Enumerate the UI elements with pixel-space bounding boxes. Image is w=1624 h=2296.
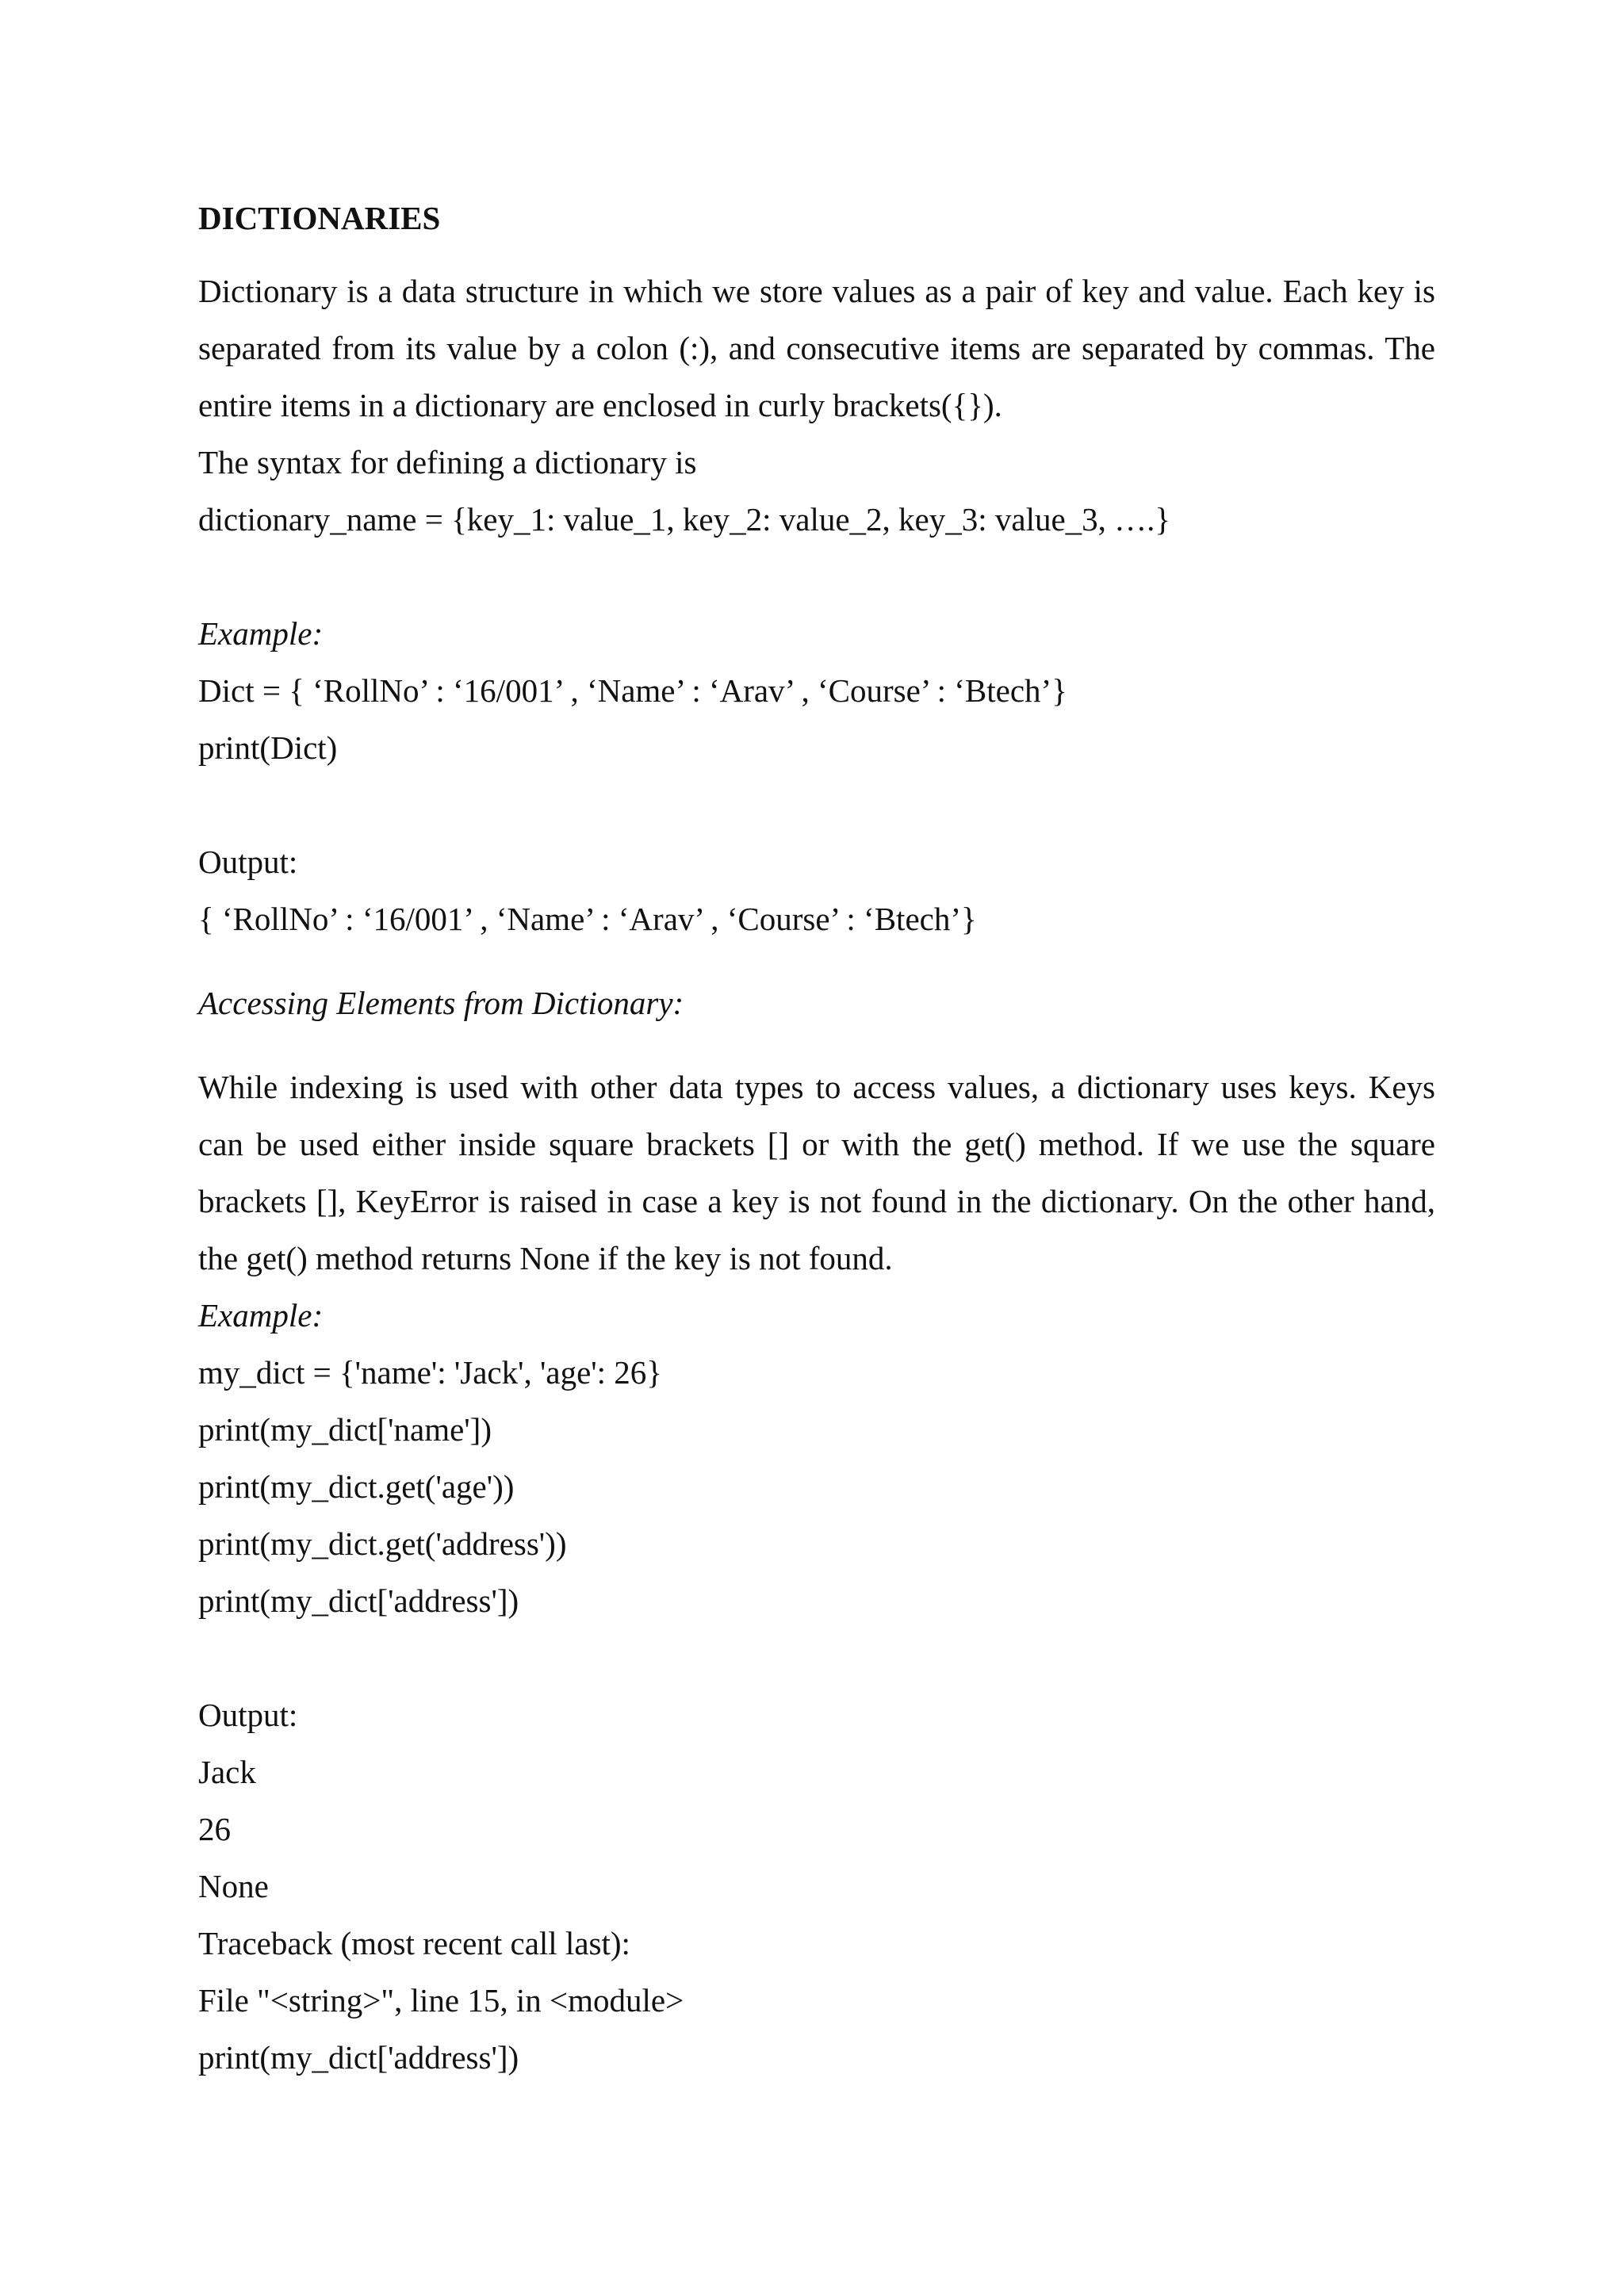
output-line: print(my_dict['address']) <box>198 2039 519 2076</box>
intro-line: Dictionary is a data structure in which we store values as a pair of key and value. Each key is <box>198 273 1435 309</box>
intro-paragraph <box>198 262 1435 434</box>
paragraph-line: brackets [], KeyError is raised in case a key is not found in the dictionary. On the other hand, <box>198 1183 1435 1219</box>
spacer <box>198 1031 1435 1058</box>
section-heading: Accessing Elements from Dictionary: <box>198 985 684 1021</box>
spacer <box>198 1629 1435 1686</box>
output-line: Jack <box>198 1754 256 1790</box>
syntax-line: dictionary_name = {key_1: value_1, key_2: value_2, key_3: value_3, ….} <box>198 501 1171 538</box>
output-line: 26 <box>198 1811 231 1847</box>
code-line: print(my_dict['address']) <box>198 1582 519 1619</box>
code-line: my_dict = {'name': 'Jack', 'age': 26} <box>198 1354 662 1391</box>
intro-line: separated from its value by a colon (:), and consecutive items are separated by commas. The <box>198 330 1435 366</box>
paragraph-line: the get() method returns None if the key is not found. <box>198 1240 893 1276</box>
output-line: File "<string>", line 15, in <module> <box>198 1982 684 2019</box>
document-content <box>198 194 1435 2086</box>
code-line: print(Dict) <box>198 729 338 766</box>
code-line: print(my_dict['name']) <box>198 1411 492 1448</box>
output-line: Traceback (most recent call last): <box>198 1925 630 1961</box>
code-line: print(my_dict.get('age')) <box>198 1468 515 1505</box>
output-line: { ‘RollNo’ : ‘16/001’ , ‘Name’ : ‘Arav’ , ‘Course’ : ‘Btech’} <box>198 901 977 937</box>
output-label: Output: <box>198 844 298 880</box>
paragraph-line: While indexing is used with other data types to access values, a dictionary uses keys. Keys <box>198 1069 1435 1105</box>
spacer <box>198 947 1435 974</box>
example-label: Example: <box>198 1297 324 1334</box>
output-line: None <box>198 1868 269 1904</box>
code-line: print(my_dict.get('address')) <box>198 1525 567 1562</box>
page-title: DICTIONARIES <box>198 200 441 236</box>
code-line: Dict = { ‘RollNo’ : ‘16/001’ , ‘Name’ : ‘Arav’ , ‘Course’ : ‘Btech’} <box>198 672 1067 709</box>
spacer <box>198 548 1435 605</box>
example-label: Example: <box>198 615 324 652</box>
section-paragraph <box>198 1058 1435 1287</box>
intro-line: entire items in a dictionary are enclosed in curly brackets({}). <box>198 387 1002 423</box>
output-label: Output: <box>198 1697 298 1733</box>
paragraph-line: can be used either inside square brackets [] or with the get() method. If we use the square <box>198 1126 1435 1162</box>
spacer <box>198 776 1435 833</box>
syntax-intro: The syntax for defining a dictionary is <box>198 444 697 480</box>
